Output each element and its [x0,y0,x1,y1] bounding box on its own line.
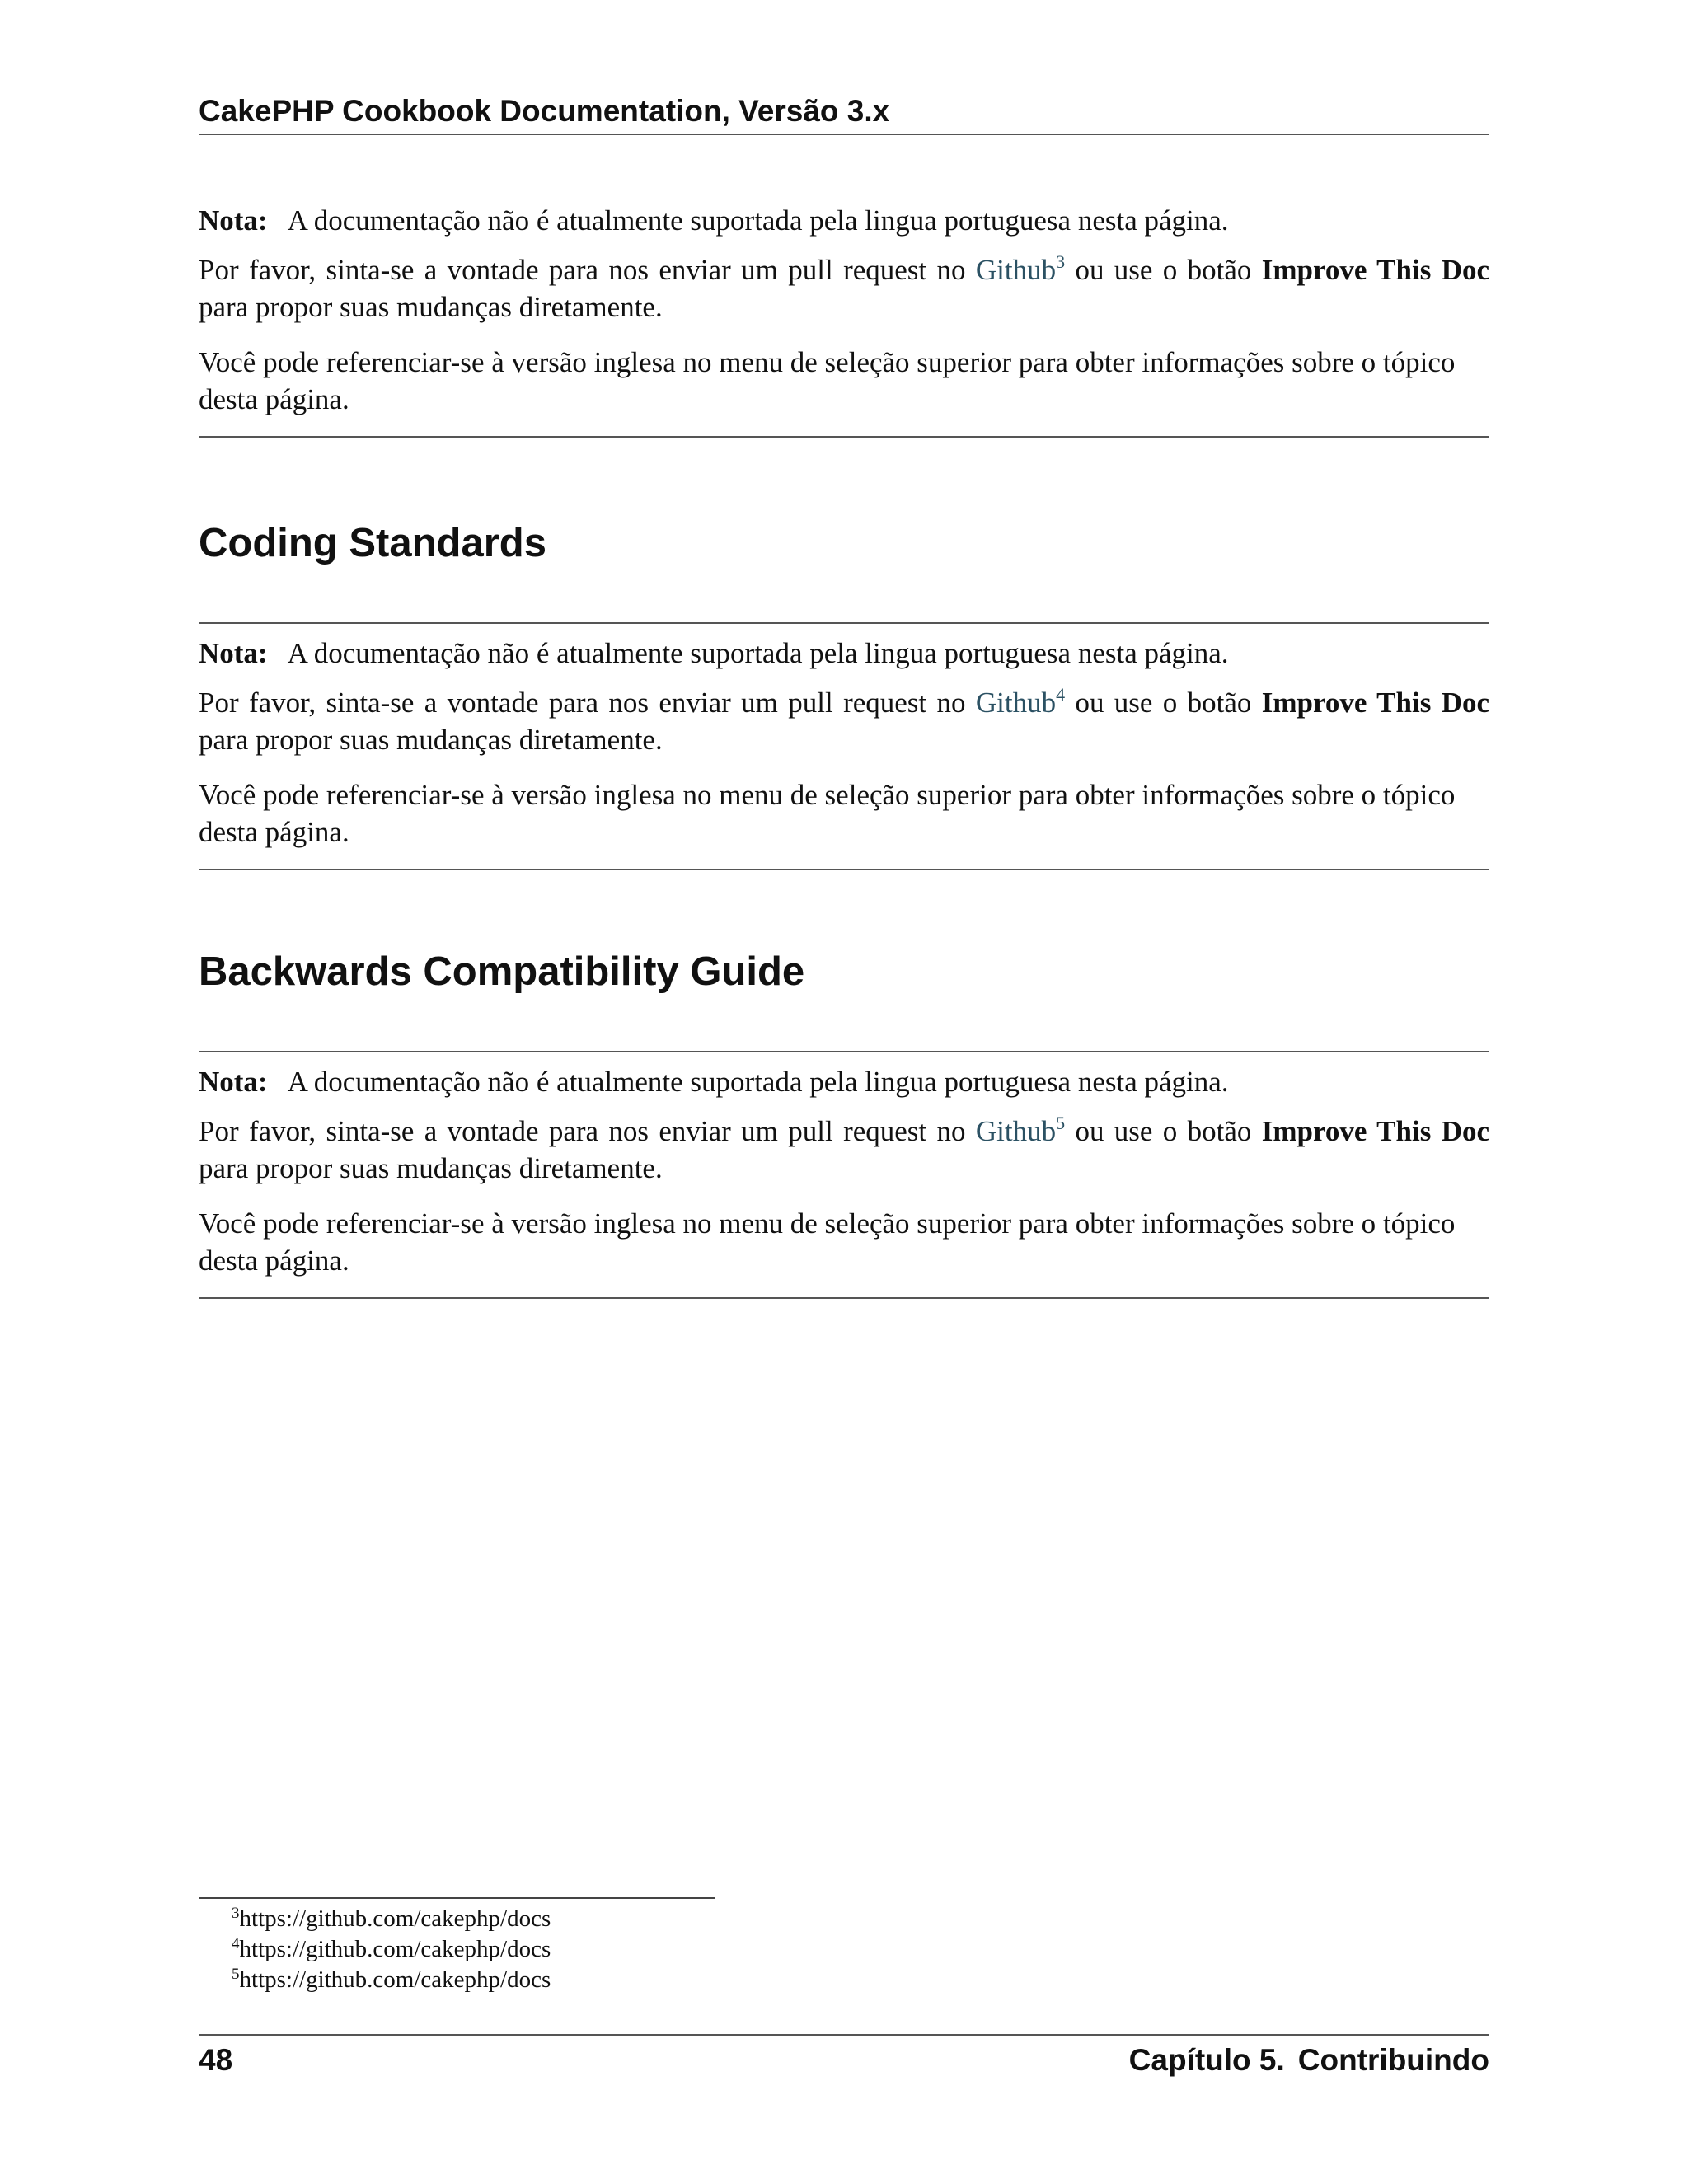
note-line [199,202,1489,239]
note-line [199,635,1489,672]
improve-this-doc-label: Improve This Doc [1261,254,1490,286]
note-text: A documentação não é atualmente suportada pela lingua portuguesa nesta página. [287,637,1229,669]
contribute-text-middle: ou use o botão [1065,687,1262,719]
footnote-url[interactable]: https://github.com/cakephp/docs [239,1936,551,1962]
contribute-paragraph [199,684,1489,758]
footnote-ref: 5 [1056,1113,1066,1133]
improve-this-doc-label: Improve This Doc [1261,1115,1490,1147]
footnote-item [232,1934,551,1965]
contribute-text-middle: ou use o botão [1065,1115,1262,1147]
note-text: A documentação não é atualmente suportada pela lingua portuguesa nesta página. [287,1066,1229,1098]
note-bottom-rule [199,436,1489,438]
note-bottom-rule [199,869,1489,870]
contribute-text-start: Por favor, sinta-se a vontade para nos enviar um pull request no [199,254,976,286]
contribute-text-start: Por favor, sinta-se a vontade para nos enviar um pull request no [199,687,976,719]
section-heading: Coding Standards [199,521,546,565]
note-block [199,622,1489,870]
page-footer [199,2042,1489,2079]
contribute-paragraph [199,251,1489,326]
footnote-number: 5 [232,1966,240,1983]
footnote-url[interactable]: https://github.com/cakephp/docs [239,1905,551,1932]
footnote-item [232,1965,551,1995]
note-label: Nota: [199,637,268,669]
contribute-paragraph [199,1113,1489,1187]
footnote-number: 4 [232,1935,240,1952]
note-block [199,202,1489,438]
github-link[interactable]: Github$^4$ [975,684,1066,719]
contribute-text-end: para propor suas mudanças diretamente. [199,724,663,756]
footnote-item [232,1904,551,1934]
page-number: 48 [199,2043,233,2077]
note-line [199,1063,1489,1100]
footer-rule [199,2034,1489,2036]
chapter-title: Contribuindo [1297,2043,1489,2077]
header-rule [199,134,1489,135]
running-header: CakePHP Cookbook Documentation, Versão 3.x [199,94,890,128]
note-text: A documentação não é atualmente suportada pela lingua portuguesa nesta página. [287,204,1229,237]
reference-paragraph: Você pode referenciar-se à versão inglesa no menu de seleção superior para obter informações sobre o tópico desta página. [199,1207,1456,1277]
section-heading: Backwards Compatibility Guide [199,949,805,994]
document-page [199,0,1489,2184]
contribute-text-middle: ou use o botão [1065,254,1262,286]
footnote-ref: 3 [1056,251,1066,272]
improve-this-doc-label: Improve This Doc [1261,687,1490,719]
note-label: Nota: [199,204,268,237]
note-label: Nota: [199,1066,268,1098]
chapter-label [1129,2042,1489,2079]
footnote-ref: 4 [1056,684,1066,705]
footnote-number: 3 [232,1905,240,1922]
note-top-rule [199,622,1489,624]
reference-paragraph: Você pode referenciar-se à versão inglesa no menu de seleção superior para obter informações sobre o tópico desta página. [199,346,1456,415]
note-bottom-rule [199,1297,1489,1299]
note-top-rule [199,1051,1489,1052]
reference-paragraph: Você pode referenciar-se à versão inglesa no menu de seleção superior para obter informações sobre o tópico desta página. [199,779,1456,848]
github-link[interactable]: Github$^3$ [975,251,1066,286]
contribute-text-end: para propor suas mudanças diretamente. [199,1152,663,1184]
chapter-prefix: Capítulo 5. [1128,2043,1285,2077]
footnote-rule [199,1897,715,1899]
note-block [199,1051,1489,1299]
contribute-text-start: Por favor, sinta-se a vontade para nos enviar um pull request no [199,1115,976,1147]
contribute-text-end: para propor suas mudanças diretamente. [199,291,663,323]
footnotes [232,1904,551,1995]
github-link[interactable]: Github$^5$ [975,1113,1066,1147]
footnote-url[interactable]: https://github.com/cakephp/docs [239,1966,551,1993]
